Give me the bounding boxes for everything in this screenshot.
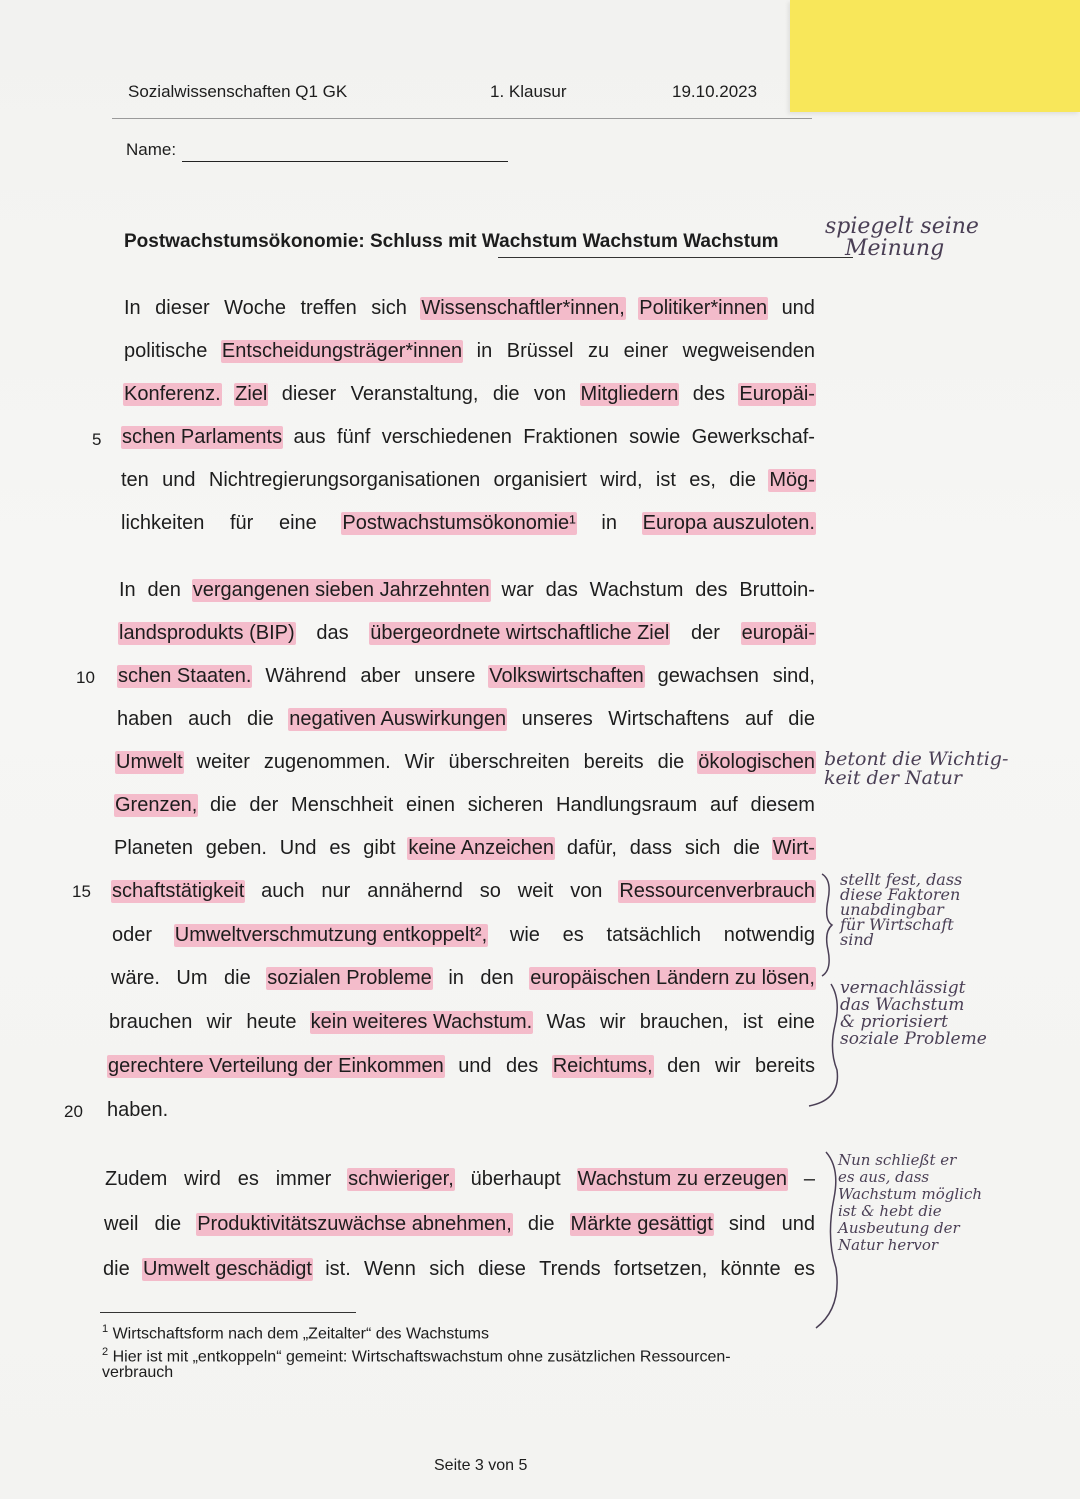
highlighted-word: Wissenschaftler*innen,	[421, 297, 625, 319]
word: des	[506, 1055, 539, 1077]
word: geben.	[205, 837, 267, 859]
text-line	[120, 512, 816, 535]
word: dafür,	[566, 837, 617, 859]
word: organisiert	[493, 469, 587, 491]
word: wegweisenden	[682, 340, 815, 362]
word: ist	[742, 1011, 763, 1033]
word: ist	[655, 469, 676, 491]
text-line	[104, 1168, 816, 1191]
word: der	[249, 794, 279, 816]
word: bereits	[754, 1055, 815, 1077]
word: wird	[184, 1168, 221, 1190]
footnote-rule	[100, 1312, 356, 1313]
word: es	[562, 924, 584, 946]
word: es	[237, 1168, 259, 1190]
highlighted-word: Wirt-	[772, 837, 815, 859]
line-number: 20	[64, 1102, 83, 1121]
header-rule	[112, 118, 812, 119]
text-line	[116, 708, 816, 731]
highlighted-word: schen Parlaments	[122, 426, 283, 448]
highlighted-word: landsprodukts (BIP)	[119, 622, 295, 644]
word: sich	[371, 297, 407, 319]
word: die	[247, 708, 274, 730]
word: zugenommen.	[263, 751, 391, 773]
word: könnte	[720, 1258, 781, 1280]
word: Brüssel	[506, 340, 574, 362]
word: Planeten	[114, 837, 193, 859]
word: die	[224, 967, 251, 989]
word: die	[729, 469, 756, 491]
word: auch	[261, 880, 305, 902]
word: die	[209, 794, 237, 816]
text-line	[123, 297, 816, 320]
highlighted-word: sozialen Probleme	[267, 967, 432, 989]
highlighted-word: Mitgliedern	[580, 383, 679, 405]
word: die	[154, 1213, 182, 1235]
word: unsere	[414, 665, 476, 687]
word: die	[657, 751, 685, 773]
course-label: Sozialwissenschaften Q1 GK	[128, 82, 348, 101]
word: immer	[275, 1168, 332, 1190]
word: tatsächlich	[606, 924, 702, 946]
word: brauchen	[109, 1011, 193, 1033]
word: auf	[744, 708, 773, 730]
word: auf	[709, 794, 738, 816]
text-line	[111, 924, 816, 947]
word: heute	[246, 1011, 297, 1033]
annotation-2: betont die Wichtig- keit der Natur	[824, 748, 1009, 789]
highlighted-word: Ziel	[235, 383, 268, 405]
word: war	[501, 579, 534, 601]
word: wir	[206, 1011, 233, 1033]
word: Nichtregierungsorganisationen	[208, 469, 481, 491]
highlighted-word: schen Staaten.	[118, 665, 252, 687]
annotation-1: spiegelt seine Meinung	[825, 214, 979, 261]
word: überhaupt	[470, 1168, 561, 1190]
annotation-3: stellt fest, dass diese Faktoren unabdingbar für Wirtschaft sind	[840, 870, 963, 949]
word: sich	[429, 1258, 465, 1280]
text-line	[115, 751, 816, 774]
word: weit	[517, 880, 554, 902]
word: überschreiten	[448, 751, 570, 773]
highlighted-word: schaftstätigkeit	[112, 880, 245, 902]
word: Wachstum	[589, 579, 684, 601]
word: und	[781, 297, 815, 319]
highlighted-word: Politiker*innen	[639, 297, 768, 319]
highlighted-word: Ressourcenverbrauch	[619, 880, 815, 902]
word: die	[103, 1258, 130, 1280]
word: dieser	[155, 297, 210, 319]
word: es,	[689, 469, 716, 491]
word: sowie	[629, 426, 681, 448]
word: und	[162, 469, 196, 491]
text-line	[118, 622, 816, 645]
bracket-mark	[818, 870, 838, 980]
word: die	[788, 708, 815, 730]
word: dieser	[281, 383, 337, 405]
word: Wir	[404, 751, 435, 773]
word: wir	[599, 1011, 626, 1033]
highlighted-word: ökologischen	[698, 751, 815, 773]
date-label: 19.10.2023	[672, 82, 758, 101]
highlighted-word: Reichtums,	[552, 1055, 653, 1077]
text-line	[121, 426, 816, 449]
word: in	[476, 340, 493, 362]
word: Was	[546, 1011, 586, 1033]
word: zu	[587, 340, 610, 362]
highlighted-word: übergeordnete wirtschaftliche Ziel	[370, 622, 670, 644]
word: diese	[478, 1258, 526, 1280]
word: in	[601, 512, 617, 534]
word: so	[479, 880, 501, 902]
word: die	[492, 383, 520, 405]
word: Menschheit	[291, 794, 394, 816]
word: unseres	[521, 708, 593, 730]
name-field-line	[182, 161, 508, 162]
line-number: 15	[72, 882, 91, 901]
bracket-mark	[805, 980, 841, 1110]
name-label: Name:	[126, 140, 177, 159]
word: notwendig	[723, 924, 815, 946]
text-line	[114, 794, 816, 817]
word: wäre.	[111, 967, 160, 989]
word: den	[480, 967, 514, 989]
word: für	[230, 512, 254, 534]
highlighted-word: Produktivitätszuwächse abnehmen,	[197, 1213, 512, 1235]
word: haben	[117, 708, 173, 730]
highlighted-word: Umwelt	[116, 751, 183, 773]
line-number: 5	[92, 430, 102, 449]
highlighted-word: Volkswirtschaften	[489, 665, 644, 687]
highlighted-word: Grenzen,	[115, 794, 198, 816]
word: ist.	[325, 1258, 351, 1280]
word: der	[691, 622, 720, 644]
word: von	[570, 880, 603, 902]
word: Veranstaltung,	[350, 383, 479, 405]
text-line	[111, 880, 816, 903]
word: weiter	[196, 751, 250, 773]
word: das	[316, 622, 349, 644]
highlighted-word: Mög-	[769, 469, 815, 491]
word: und	[781, 1213, 815, 1235]
word: Zudem	[105, 1168, 168, 1190]
word: den	[667, 1055, 701, 1077]
word: lichkeiten	[121, 512, 205, 534]
word: wir	[714, 1055, 741, 1077]
word: Bruttoin-	[739, 579, 815, 601]
word: des	[692, 383, 725, 405]
text-line	[123, 383, 816, 406]
word: aus	[293, 426, 326, 448]
word: die	[527, 1213, 555, 1235]
highlighted-word: negativen Auswirkungen	[289, 708, 507, 730]
word: politische	[124, 340, 208, 362]
word: Und	[279, 837, 317, 859]
footnote-2: $^2$ Hier ist mit „entkoppeln“ gemeint: Wirtschaftswachstum ohne zusätzlichen Ressourcen-	[102, 1346, 731, 1366]
word: Gewerkschaf-	[691, 426, 815, 448]
word: das	[545, 579, 578, 601]
word: fünf	[337, 426, 371, 448]
article-title	[124, 231, 779, 253]
word: annähernd	[367, 880, 463, 902]
highlighted-word: Umwelt geschädigt	[142, 1258, 312, 1280]
sticky-note	[790, 0, 1080, 112]
word: und	[458, 1055, 492, 1077]
word: sind	[728, 1213, 766, 1235]
word: Handlungsraum	[556, 794, 698, 816]
word: verschiedenen	[381, 426, 512, 448]
highlighted-word: Postwachstumsökonomie¹	[342, 512, 576, 534]
word: bereits	[583, 751, 644, 773]
exam-label: 1. Klausur	[490, 82, 567, 101]
highlighted-word: gerechtere Verteilung der Einkommen	[108, 1055, 444, 1077]
footnote-1: $^1$ Wirtschaftsform nach dem „Zeitalter“ des Wachstums	[102, 1323, 489, 1343]
word: wie	[509, 924, 540, 946]
word: wird,	[600, 469, 643, 491]
word: sich	[684, 837, 721, 859]
word: brauchen,	[639, 1011, 729, 1033]
word: Trends	[539, 1258, 601, 1280]
text-line	[108, 1011, 816, 1034]
word: Fraktionen	[523, 426, 618, 448]
word: gibt	[363, 837, 396, 859]
word: in	[448, 967, 464, 989]
text-line	[123, 340, 816, 363]
word: einer	[623, 340, 669, 362]
word: den	[147, 579, 181, 601]
word: In	[119, 579, 136, 601]
highlighted-word: Wachstum zu erzeugen	[577, 1168, 787, 1190]
highlighted-word: europäischen Ländern zu lösen,	[530, 967, 815, 989]
text-line	[118, 579, 816, 602]
text-line	[107, 1055, 816, 1078]
word: aber	[360, 665, 401, 687]
word: es	[329, 837, 351, 859]
annotation-5: Nun schließt er es aus, dass Wachstum möglich ist & hebt die Ausbeutung der Natur hervor	[838, 1151, 983, 1254]
word: sicheren	[467, 794, 544, 816]
word: Woche	[224, 297, 286, 319]
line-number: 10	[76, 668, 95, 687]
highlighted-word: Märkte gesättigt	[570, 1213, 713, 1235]
word: ten	[121, 469, 149, 491]
highlighted-word: vergangenen sieben Jahrzehnten	[192, 579, 490, 601]
word: eine	[278, 512, 317, 534]
word: Wenn	[364, 1258, 416, 1280]
word: treffen	[300, 297, 357, 319]
text-line	[106, 1099, 169, 1122]
text-line	[113, 837, 816, 860]
text-line	[110, 967, 816, 990]
word: haben.	[107, 1099, 169, 1121]
word: diesem	[750, 794, 815, 816]
word: dass	[629, 837, 672, 859]
word: auch	[188, 708, 232, 730]
word: fortsetzen,	[613, 1258, 708, 1280]
text-line	[102, 1258, 816, 1281]
highlighted-word: Europa auszuloten.	[642, 512, 815, 534]
footnote-2-cont: verbrauch	[102, 1364, 174, 1381]
highlighted-word: Europäi-	[739, 383, 815, 405]
word: sind,	[772, 665, 815, 687]
word: In	[124, 297, 141, 319]
text-line	[120, 469, 816, 492]
text-line	[103, 1213, 816, 1236]
word: gewachsen	[657, 665, 759, 687]
word: Um	[176, 967, 208, 989]
word: die	[733, 837, 760, 859]
word: weil	[104, 1213, 139, 1235]
highlighted-word: kein weiteres Wachstum.	[310, 1011, 533, 1033]
word: nur	[321, 880, 351, 902]
word: des	[695, 579, 728, 601]
annotation-4: vernachlässigt das Wachstum & priorisiert soziale Probleme	[840, 978, 987, 1049]
highlighted-word: Konferenz.	[124, 383, 221, 405]
word: von	[533, 383, 567, 405]
page-number: Seite 3 von 5	[434, 1457, 528, 1474]
title-underline	[498, 257, 853, 258]
highlighted-word: Umweltverschmutzung entkoppelt²,	[174, 924, 488, 946]
highlighted-word: schwieriger,	[348, 1168, 454, 1190]
highlighted-word: europäi-	[741, 622, 815, 644]
word: –	[803, 1168, 815, 1190]
word: eine	[777, 1011, 815, 1033]
word: oder	[112, 924, 153, 946]
text-line	[117, 665, 816, 688]
title-prefix: Postwachstumsökonomie: Schluss mit	[124, 231, 477, 252]
highlighted-word: keine Anzeichen	[408, 837, 555, 859]
word: Während	[265, 665, 347, 687]
word: Wirtschaftens	[608, 708, 730, 730]
title-suffix: Wachstum Wachstum Wachstum	[481, 231, 779, 252]
word: es	[793, 1258, 815, 1280]
highlighted-word: Entscheidungsträger*innen	[221, 340, 463, 362]
word: einen	[406, 794, 455, 816]
